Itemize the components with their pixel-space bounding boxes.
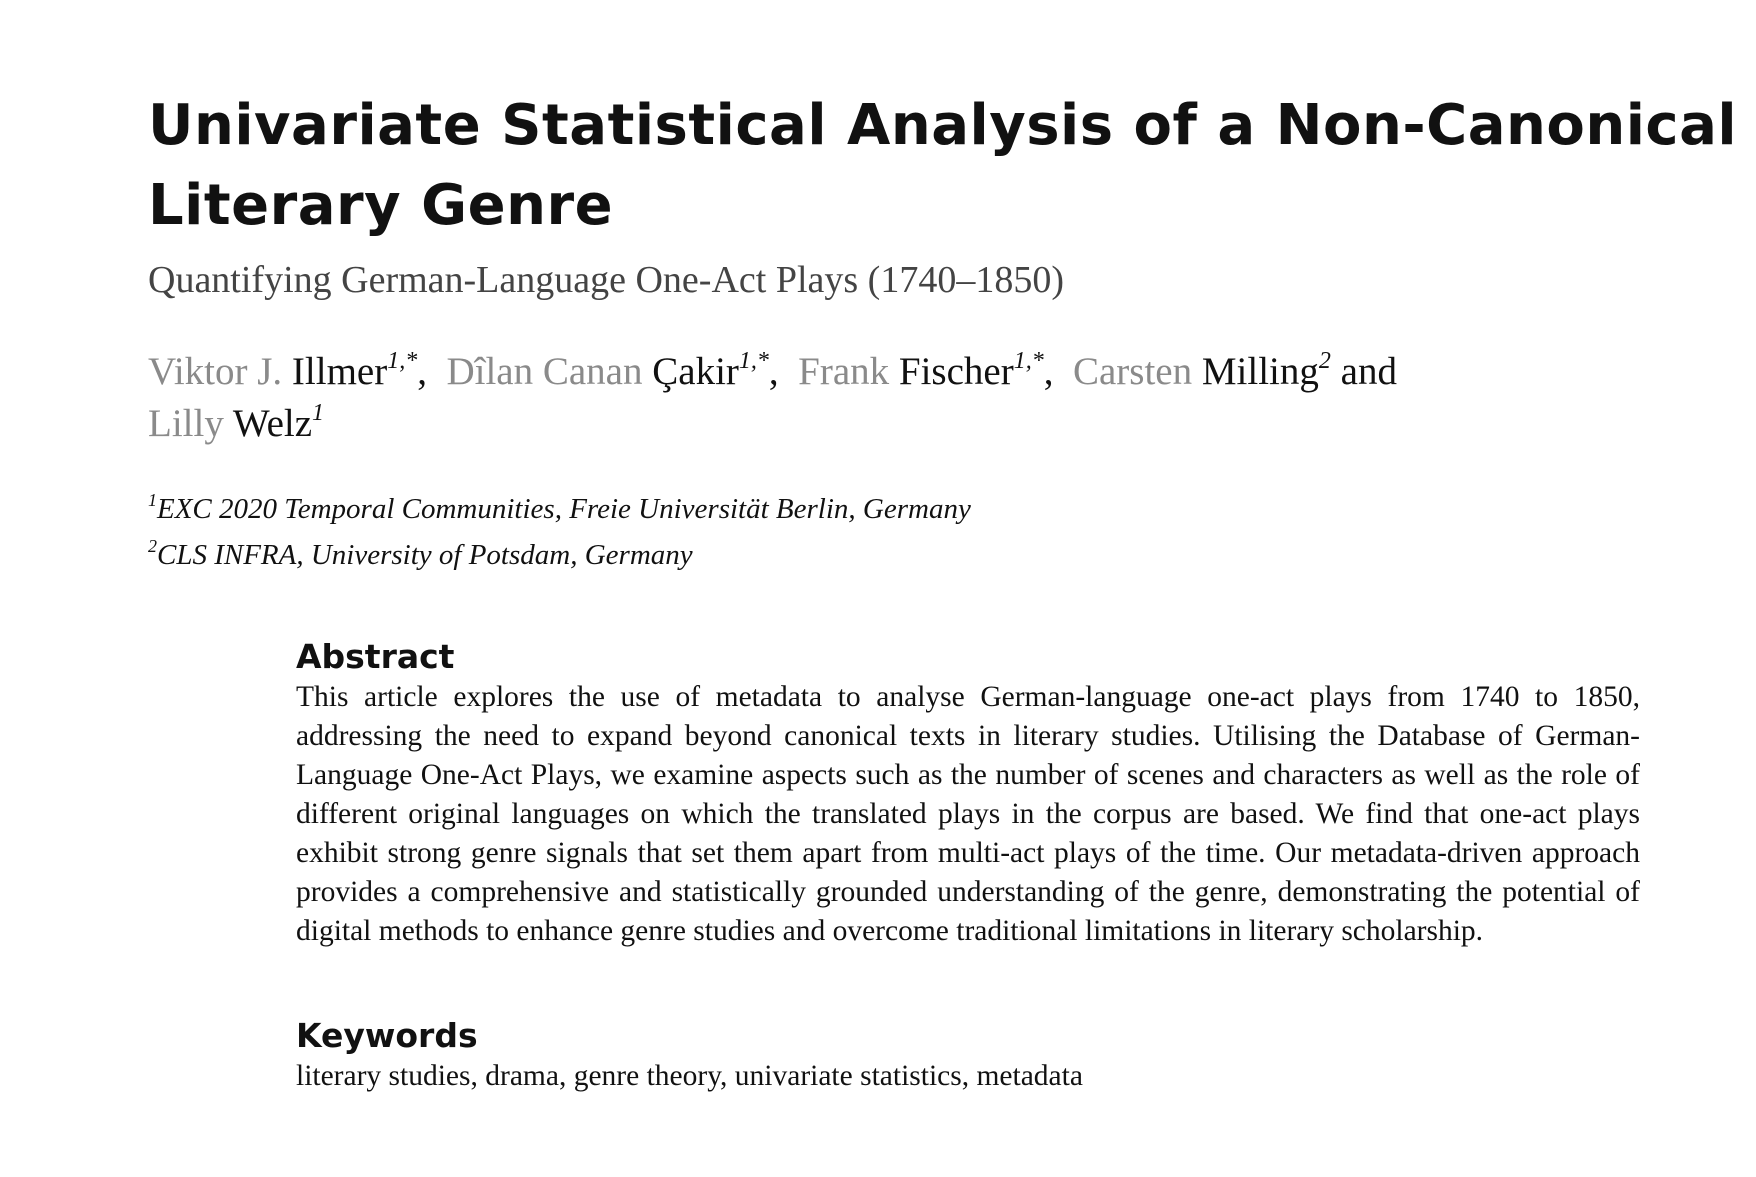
keywords-text: literary studies, drama, genre theory, univariate statistics, metadata	[296, 1060, 1083, 1092]
author-row-2	[148, 398, 1397, 450]
author-list	[148, 346, 1397, 450]
author-separator: ,	[768, 350, 799, 393]
author-family-name: Illmer	[291, 350, 388, 393]
author-separator: ,	[417, 350, 447, 393]
affiliation-text: CLS INFRA, University of Potsdam, Germany	[157, 539, 693, 571]
author-given-name: Lilly	[148, 402, 224, 445]
abstract-heading: Abstract	[296, 637, 455, 676]
paper-subtitle: Quantifying German-Language One-Act Plays (1740–1850)	[148, 259, 1064, 301]
affiliation-list	[148, 486, 971, 578]
paper-title-line-1: Univariate Statistical Analysis of a Non-Canonical	[148, 93, 1738, 158]
author-separator: and	[1330, 350, 1397, 393]
author-affiliation-mark: 1,*	[387, 348, 418, 374]
affiliation-mark: 1	[148, 490, 157, 510]
keywords-heading: Keywords	[296, 1016, 478, 1055]
paper-title	[148, 86, 1738, 246]
author-given-name: Carsten	[1072, 350, 1193, 393]
author-given-name: Frank	[798, 350, 890, 393]
abstract-text: This article explores the use of metadata to analyse German-language one-act plays from 1740 to 1850, addressing the need to expand beyond canonical texts in literary studies. Utilising the Database of German-Language One-Act Plays, we examine aspects such as the number of scenes and characters as well as the role of different original languages on which the translated plays in the corpus are based. We find that one-act plays exhibit strong genre signals that set them apart from multi-act plays of the time. Our metadata-driven approach provides a comprehensive and statistically grounded understanding of the genre, demonstrating the potential of digital methods to enhance genre studies and overcome traditional limitations in literary scholarship.	[296, 681, 1640, 947]
affiliation-text: EXC 2020 Temporal Communities, Freie Universität Berlin, Germany	[157, 493, 971, 525]
affiliation-mark: 2	[148, 536, 157, 556]
author-given-name: Dîlan Canan	[446, 350, 643, 393]
affiliation-item	[148, 486, 971, 532]
author-family-name: Fischer	[898, 350, 1014, 393]
author-affiliation-mark: 1,*	[738, 348, 769, 374]
author-separator: ,	[1043, 350, 1073, 393]
author-given-name: Viktor J.	[148, 350, 283, 393]
author-family-name: Çakir	[652, 350, 739, 393]
author-affiliation-mark: 1,*	[1013, 348, 1044, 374]
paper-title-line-2: Literary Genre	[148, 173, 614, 238]
author-family-name: Welz	[232, 402, 313, 445]
author-affiliation-mark: 1	[312, 400, 325, 426]
author-row-1	[148, 346, 1397, 398]
abstract-section	[296, 636, 1640, 951]
affiliation-item	[148, 532, 971, 578]
author-affiliation-mark: 2	[1318, 348, 1331, 374]
author-family-name: Milling	[1201, 350, 1319, 393]
keywords-section	[296, 1015, 1640, 1096]
